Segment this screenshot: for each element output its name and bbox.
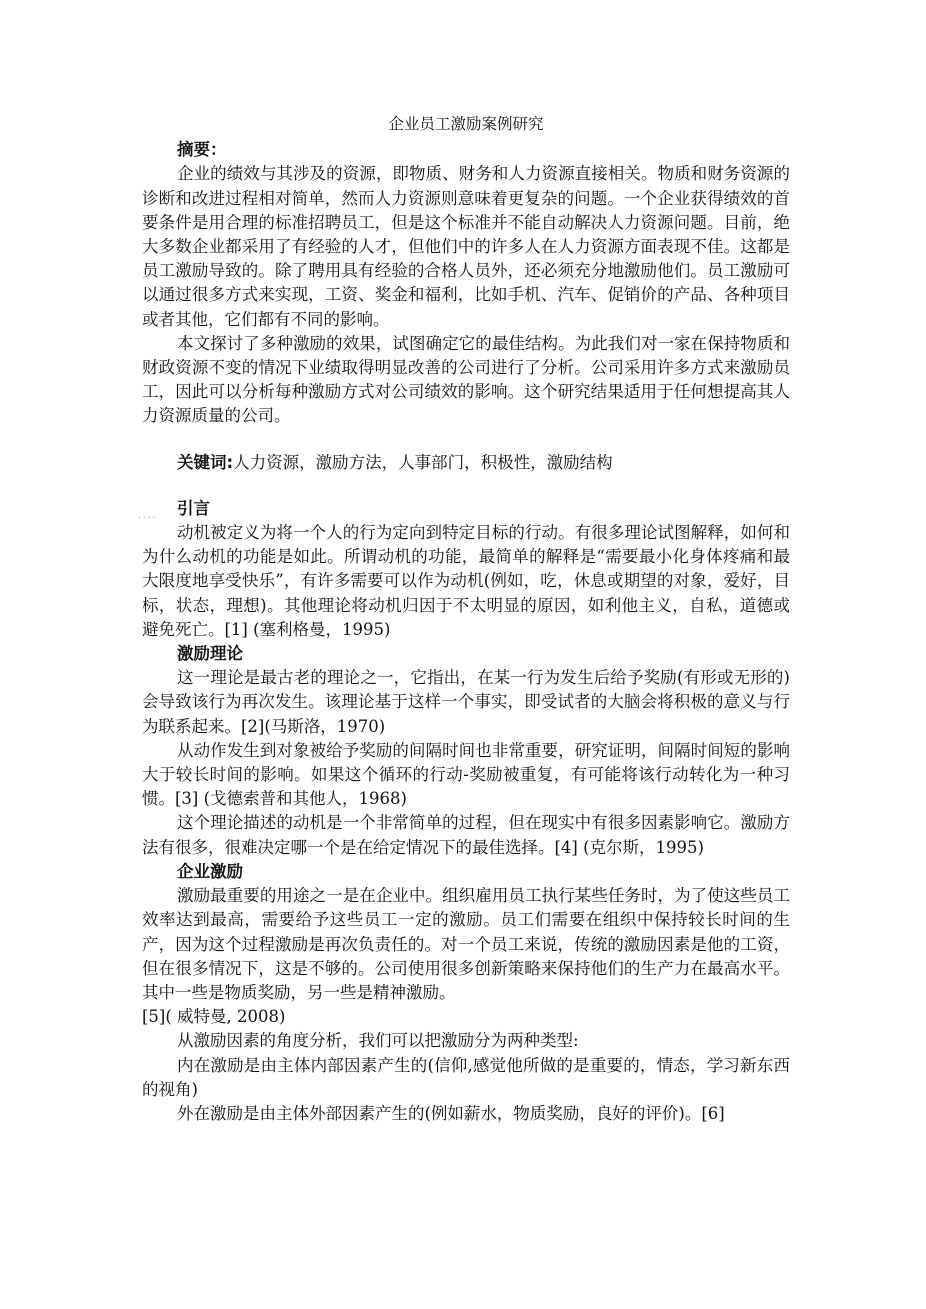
document-title: 企业员工激励案例研究	[388, 115, 544, 133]
abstract-paragraph-1: 企业的绩效与其涉及的资源，即物质、财务和人力资源直接相关。物质和财务资源的诊断和改进过程相对简单，然而人力资源则意味着更复杂的问题。一个企业获得绩效的首要条件是用合理的标准招聘员工，但是这个标准并不能自动解决人力资源问题。目前，绝大多数企业都采用了有经验的人才，但他们中的许多人在人力资源方面表现不佳。这都是员工激励导致的。除了聘用具有经验的合格人员外，还必须充分地激励他们。员工激励可以通过很多方式来实现，工资、奖金和福利，比如手机、汽车、促销价的产品、各种项目或者其他，它们都有不同的影响。	[142, 164, 790, 329]
theory-heading: 激励理论	[177, 644, 243, 664]
intro-heading: 引言	[177, 498, 210, 518]
document-page	[138, 112, 790, 1126]
enterprise-paragraph-1-citation: [5]( 威特曼, 2008)	[142, 1007, 286, 1027]
intro-heading-row	[138, 497, 790, 521]
theory-paragraph-2: 从动作发生到对象被给予奖励的间隔时间也非常重要，研究证明，间隔时间短的影响大于较长时间的影响。如果这个循环的行动-奖励被重复，有可能将该行动转化为一种习惯。[3] (戈德索普和其他人，1968)	[142, 740, 790, 809]
abstract-heading: 摘要：	[177, 140, 227, 160]
keywords-text: 人力资源，激励方法，人事部门，积极性，激励结构	[233, 452, 613, 472]
enterprise-paragraph-3: 内在激励是由主体内部因素产生的(信仰,感觉他所做的是重要的，情态，学习新东西的视角)	[142, 1055, 790, 1099]
paragraph-marker: ....	[138, 510, 158, 521]
keywords-label: 关键词:	[177, 452, 234, 472]
theory-paragraph-3: 这个理论描述的动机是一个非常简单的过程，但在现实中有很多因素影响它。激励方法有很多，很难决定哪一个是在给定情况下的最佳选择。[4] (克尔斯，1995)	[142, 813, 790, 857]
enterprise-heading: 企业激励	[177, 861, 243, 881]
enterprise-paragraph-2: 从激励因素的角度分析，我们可以把激励分为两种类型:	[177, 1031, 579, 1051]
enterprise-paragraph-4: 外在激励是由主体外部因素产生的(例如薪水，物质奖励，良好的评价)。[6]	[177, 1103, 725, 1123]
abstract-paragraph-2: 本文探讨了多种激励的效果，试图确定它的最佳结构。为此我们对一家在保持物质和财政资源不变的情况下业绩取得明显改善的公司进行了分析。公司采用许多方式来激励员工，因此可以分析每种激励方式对公司绩效的影响。这个研究结果适用于任何想提高其人力资源质量的公司。	[142, 333, 790, 426]
intro-paragraph-1: 动机被定义为将一个人的行为定向到特定目标的行动。有很多理论试图解释，如何和为什么动机的功能是如此。所谓动机的功能，最简单的解释是“需要最小化身体疼痛和最大限度地享受快乐”，有许多需要可以作为动机(例如，吃，休息或期望的对象，爱好，目标，状态，理想)。其他理论将动机归因于不太明显的原因，如利他主义，自私，道德或避免死亡。[1] (塞利格曼，1995)	[142, 523, 790, 639]
keywords-line	[142, 451, 790, 475]
theory-paragraph-1: 这一理论是最古老的理论之一，它指出，在某一行为发生后给予奖励(有形或无形的)会导致该行为再次发生。该理论基于这样一个事实，即受试者的大脑会将积极的意义与行为联系起来。[2](马斯洛，1970)	[142, 668, 790, 736]
enterprise-paragraph-1: 激励最重要的用途之一是在企业中。组织雇用员工执行某些任务时，为了使这些员工效率达到最高，需要给予这些员工一定的激励。员工们需要在组织中保持较长时间的生产，因为这个过程激励是再次负责任的。对一个员工来说，传统的激励因素是他的工资，但在很多情况下，这是不够的。公司使用很多创新策略来保持他们的生产力在最高水平。其中一些是物质奖励，另一些是精神激励。	[142, 886, 790, 1002]
